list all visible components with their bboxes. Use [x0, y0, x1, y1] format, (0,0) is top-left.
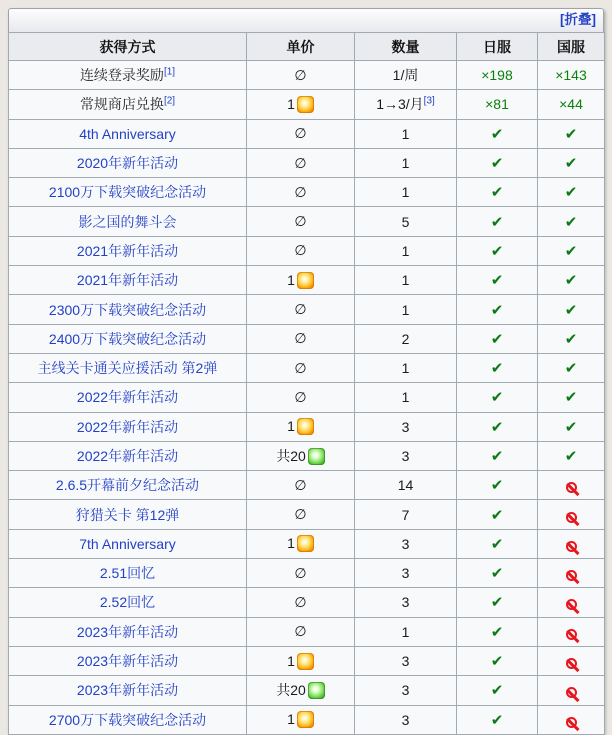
method-cell: [9, 617, 247, 646]
cn-server-cell: [538, 676, 605, 705]
check-icon: ✔: [490, 623, 504, 641]
quantity-value: 3: [401, 711, 410, 728]
method-cell: [9, 353, 247, 382]
method-link[interactable]: 2021年新年活动: [76, 272, 179, 289]
check-icon: ✔: [490, 711, 504, 729]
quantity-cell: [355, 90, 457, 119]
quantity-cell: [355, 207, 457, 236]
table-row: [9, 236, 605, 265]
reference-link[interactable]: [2]: [163, 95, 176, 107]
quantity-cell: [355, 646, 457, 675]
method-link[interactable]: 2022年新年活动: [76, 418, 179, 435]
table-row: [9, 617, 605, 646]
table-header-row: [9, 33, 605, 61]
table-row: [9, 412, 605, 441]
gold-gem-icon: [297, 272, 314, 289]
block-icon: [566, 687, 577, 698]
method-cell: [9, 90, 247, 119]
jp-server-cell: [457, 471, 538, 500]
method-cell: [9, 119, 247, 148]
quantity-value: 3: [401, 448, 410, 464]
price-cell: [247, 559, 355, 588]
quantity-value: 1/周: [392, 67, 419, 84]
table-row: [9, 588, 605, 617]
gold-gem-icon: [297, 653, 314, 670]
method-link[interactable]: 2.51回忆: [99, 565, 156, 582]
method-cell: [9, 412, 247, 441]
quantity-cell: [355, 119, 457, 148]
check-icon: ✔: [564, 242, 578, 260]
check-icon: ✔: [490, 418, 504, 436]
check-icon: ✔: [490, 389, 504, 407]
quantity-value: 1: [401, 155, 410, 172]
jp-server-cell: [457, 529, 538, 558]
quantity-cell: [355, 705, 457, 734]
check-icon: ✔: [564, 213, 578, 231]
method-cell: [9, 383, 247, 412]
check-icon: ✔: [490, 125, 504, 143]
table-row: [9, 471, 605, 500]
table-row: [9, 295, 605, 324]
check-icon: ✔: [490, 301, 504, 319]
quantity-cell: [355, 500, 457, 529]
jp-server-cell: [457, 412, 538, 441]
method-cell: [9, 441, 247, 470]
price-cell: [247, 383, 355, 412]
cn-server-cell: [538, 266, 605, 295]
price-value: ∅: [294, 388, 307, 405]
reference-link[interactable]: [1]: [163, 66, 176, 78]
check-icon: ✔: [564, 330, 578, 348]
check-icon: ✔: [490, 213, 504, 231]
price-value: ∅: [294, 330, 307, 347]
cn-server-cell: [538, 353, 605, 382]
check-icon: ✔: [564, 418, 578, 436]
method-link[interactable]: 2.6.5开幕前夕纪念活动: [55, 477, 200, 494]
check-icon: ✔: [490, 594, 504, 612]
acquisition-table-panel: [8, 8, 604, 735]
check-icon: ✔: [490, 155, 504, 173]
jp-server-cell: [457, 441, 538, 470]
check-icon: ✔: [490, 242, 504, 260]
jp-server-cell: [457, 148, 538, 177]
price-value: 1: [287, 95, 295, 112]
table-row: [9, 148, 605, 177]
quantity-value: 1: [401, 623, 410, 640]
cn-server-cell: [538, 295, 605, 324]
collapse-bar: [8, 8, 604, 32]
price-cell: [247, 178, 355, 207]
quantity-cell: [355, 529, 457, 558]
jp-server-cell: [457, 617, 538, 646]
table-row: [9, 646, 605, 675]
price-cell: [247, 646, 355, 675]
jp-server-cell: [457, 500, 538, 529]
jp-server-cell: [457, 207, 538, 236]
table-row: [9, 207, 605, 236]
column-header-2: 单价: [247, 33, 355, 61]
table-row: [9, 61, 605, 90]
price-value: ∅: [294, 154, 307, 171]
method-link[interactable]: 2021年新年活动: [76, 242, 179, 259]
quantity-value: 3: [401, 418, 410, 435]
cn-server-cell: [538, 412, 605, 441]
block-icon: [566, 541, 577, 552]
method-link[interactable]: 2020年新年活动: [76, 155, 179, 172]
quantity-value: 7: [401, 506, 410, 523]
block-icon: [566, 570, 577, 581]
price-value: 1: [287, 711, 295, 728]
cn-server-cell: [538, 236, 605, 265]
jp-server-cell: [457, 559, 538, 588]
green-gem-icon: [308, 448, 325, 465]
jp-server-cell: [457, 353, 538, 382]
quantity-cell: [355, 676, 457, 705]
table-row: [9, 705, 605, 734]
check-icon: ✔: [564, 301, 578, 319]
price-cell: [247, 529, 355, 558]
price-value: ∅: [294, 506, 307, 523]
count-value: ×44: [559, 96, 583, 113]
cn-server-cell: [538, 471, 605, 500]
table-row: [9, 324, 605, 353]
price-value: 共20: [276, 682, 306, 699]
block-icon: [566, 482, 577, 493]
method-link[interactable]: 2023年新年活动: [76, 653, 179, 670]
column-header-3: 数量: [355, 33, 457, 61]
jp-server-cell: [457, 266, 538, 295]
cn-server-cell: [538, 705, 605, 734]
quantity-cell: [355, 295, 457, 324]
quantity-value: 1: [401, 301, 410, 318]
check-icon: ✔: [490, 565, 504, 583]
method-cell: [9, 500, 247, 529]
price-value: 1: [287, 271, 295, 288]
check-icon: ✔: [490, 477, 504, 495]
quantity-cell: [355, 148, 457, 177]
table-row: [9, 383, 605, 412]
check-icon: ✔: [490, 360, 504, 378]
method-cell: [9, 178, 247, 207]
check-icon: ✔: [490, 330, 504, 348]
cn-server-cell: [538, 441, 605, 470]
price-value: 1: [287, 418, 295, 435]
quantity-cell: [355, 441, 457, 470]
quantity-value: 1: [401, 125, 410, 142]
block-icon: [566, 717, 577, 728]
gold-gem-icon: [297, 711, 314, 728]
table-row: [9, 178, 605, 207]
price-value: 共20: [276, 448, 306, 464]
price-cell: [247, 500, 355, 529]
method-link[interactable]: 2023年新年活动: [76, 682, 179, 699]
method-link[interactable]: 7th Anniversary: [79, 535, 176, 552]
table-row: [9, 676, 605, 705]
cn-server-cell: [538, 90, 605, 119]
cn-server-cell: [538, 61, 605, 90]
cn-server-cell: [538, 588, 605, 617]
quantity-cell: [355, 617, 457, 646]
count-value: ×143: [555, 67, 587, 84]
method-link[interactable]: 4th Anniversary: [79, 125, 176, 142]
price-value: ∅: [294, 66, 307, 83]
method-link[interactable]: 狩猎关卡 第12弹: [75, 506, 180, 523]
method-link[interactable]: 2100万下载突破纪念活动: [48, 184, 207, 201]
price-cell: [247, 295, 355, 324]
table-row: [9, 529, 605, 558]
check-icon: ✔: [564, 125, 578, 143]
method-cell: [9, 646, 247, 675]
method-cell: [9, 559, 247, 588]
quantity-value: 1→3/月: [376, 96, 424, 113]
price-value: ∅: [294, 476, 307, 493]
price-cell: [247, 207, 355, 236]
gold-gem-icon: [297, 96, 314, 113]
column-header-5: 国服: [538, 33, 605, 61]
method-link[interactable]: 2300万下载突破纪念活动: [48, 301, 207, 318]
price-value: ∅: [294, 125, 307, 142]
quantity-value: 3: [401, 682, 410, 699]
check-icon: ✔: [564, 272, 578, 290]
method-cell: [9, 295, 247, 324]
table-row: [9, 353, 605, 382]
method-cell: [9, 236, 247, 265]
jp-server-cell: [457, 178, 538, 207]
check-icon: ✔: [564, 389, 578, 407]
quantity-cell: [355, 236, 457, 265]
check-icon: ✔: [490, 272, 504, 290]
quantity-value: 3: [401, 594, 410, 611]
method-cell: [9, 266, 247, 295]
block-icon: [566, 512, 577, 523]
jp-server-cell: [457, 119, 538, 148]
method-cell: [9, 61, 247, 90]
price-cell: [247, 617, 355, 646]
table-row: [9, 90, 605, 119]
method-cell: [9, 207, 247, 236]
method-cell: [9, 148, 247, 177]
cn-server-cell: [538, 383, 605, 412]
method-label: 常规商店兑换: [79, 96, 164, 113]
gold-gem-icon: [297, 418, 314, 435]
quantity-value: 1: [401, 184, 410, 201]
quantity-cell: [355, 412, 457, 441]
column-header-4: 日服: [457, 33, 538, 61]
jp-server-cell: [457, 295, 538, 324]
jp-server-cell: [457, 90, 538, 119]
quantity-cell: [355, 559, 457, 588]
price-value: ∅: [294, 623, 307, 640]
method-cell: [9, 471, 247, 500]
quantity-value: 1: [401, 242, 410, 259]
price-cell: [247, 324, 355, 353]
price-cell: [247, 412, 355, 441]
price-cell: [247, 588, 355, 617]
price-cell: [247, 61, 355, 90]
price-cell: [247, 90, 355, 119]
price-value: ∅: [294, 359, 307, 376]
method-cell: [9, 324, 247, 353]
quantity-value: 14: [397, 477, 414, 494]
cn-server-cell: [538, 178, 605, 207]
method-link[interactable]: 2.52回忆: [99, 594, 156, 611]
price-value: ∅: [294, 593, 307, 610]
table-row: [9, 119, 605, 148]
check-icon: ✔: [490, 682, 504, 700]
block-icon: [566, 658, 577, 669]
jp-server-cell: [457, 705, 538, 734]
check-icon: ✔: [564, 360, 578, 378]
price-cell: [247, 119, 355, 148]
jp-server-cell: [457, 61, 538, 90]
method-link[interactable]: 2022年新年活动: [76, 389, 179, 406]
quantity-cell: [355, 471, 457, 500]
price-value: ∅: [294, 242, 307, 259]
quantity-cell: [355, 61, 457, 90]
check-icon: ✔: [490, 535, 504, 553]
jp-server-cell: [457, 588, 538, 617]
quantity-value: 5: [401, 213, 410, 230]
price-cell: [247, 236, 355, 265]
table-row: [9, 559, 605, 588]
price-value: 1: [287, 535, 295, 552]
method-link[interactable]: 2400万下载突破纪念活动: [48, 330, 207, 347]
cn-server-cell: [538, 119, 605, 148]
gold-gem-icon: [297, 535, 314, 552]
price-cell: [247, 148, 355, 177]
method-link[interactable]: 2700万下载突破纪念活动: [48, 711, 207, 728]
check-icon: ✔: [490, 653, 504, 671]
method-link[interactable]: 主线关卡通关应援活动 第2弹: [37, 360, 218, 377]
method-link[interactable]: 2023年新年活动: [76, 623, 179, 640]
acquisition-methods-table: [8, 32, 605, 735]
check-icon: ✔: [564, 448, 578, 465]
price-value: ∅: [294, 564, 307, 581]
quantity-value: 1: [401, 272, 410, 289]
jp-server-cell: [457, 236, 538, 265]
quantity-cell: [355, 383, 457, 412]
quantity-value: 1: [401, 389, 410, 406]
cn-server-cell: [538, 529, 605, 558]
method-label: 连续登录奖励: [79, 67, 164, 84]
price-value: ∅: [294, 301, 307, 318]
cn-server-cell: [538, 500, 605, 529]
price-cell: [247, 471, 355, 500]
jp-server-cell: [457, 324, 538, 353]
quantity-cell: [355, 266, 457, 295]
cn-server-cell: [538, 646, 605, 675]
block-icon: [566, 599, 577, 610]
quantity-value: 1: [401, 360, 410, 377]
cn-server-cell: [538, 207, 605, 236]
block-icon: [566, 629, 577, 640]
method-link[interactable]: 2022年新年活动: [76, 448, 179, 464]
price-cell: [247, 676, 355, 705]
check-icon: ✔: [564, 155, 578, 173]
method-link[interactable]: 影之国的舞斗会: [78, 213, 177, 230]
price-cell: [247, 441, 355, 470]
method-cell: [9, 705, 247, 734]
collapse-toggle-link[interactable]: [折叠]: [560, 12, 596, 27]
check-icon: ✔: [490, 448, 504, 465]
table-row: [9, 441, 605, 470]
cn-server-cell: [538, 617, 605, 646]
quantity-value: 3: [401, 535, 410, 552]
price-cell: [247, 266, 355, 295]
check-icon: ✔: [564, 184, 578, 202]
price-cell: [247, 705, 355, 734]
quantity-cell: [355, 324, 457, 353]
table-row: [9, 266, 605, 295]
quantity-cell: [355, 588, 457, 617]
quantity-value: 3: [401, 653, 410, 670]
count-value: ×198: [481, 67, 513, 84]
cn-server-cell: [538, 148, 605, 177]
cn-server-cell: [538, 559, 605, 588]
price-cell: [247, 353, 355, 382]
jp-server-cell: [457, 646, 538, 675]
quantity-cell: [355, 353, 457, 382]
quantity-value: 3: [401, 565, 410, 582]
cn-server-cell: [538, 324, 605, 353]
reference-link[interactable]: [3]: [423, 95, 435, 107]
jp-server-cell: [457, 383, 538, 412]
price-value: ∅: [294, 213, 307, 230]
check-icon: ✔: [490, 184, 504, 202]
table-row: [9, 500, 605, 529]
price-value: 1: [287, 652, 295, 669]
price-value: ∅: [294, 183, 307, 200]
quantity-value: 2: [401, 330, 410, 347]
method-cell: [9, 588, 247, 617]
method-cell: [9, 529, 247, 558]
column-header-1: 获得方式: [9, 33, 247, 61]
check-icon: ✔: [490, 506, 504, 524]
count-value: ×81: [485, 96, 509, 113]
green-gem-icon: [308, 682, 325, 699]
method-cell: [9, 676, 247, 705]
jp-server-cell: [457, 676, 538, 705]
quantity-cell: [355, 178, 457, 207]
